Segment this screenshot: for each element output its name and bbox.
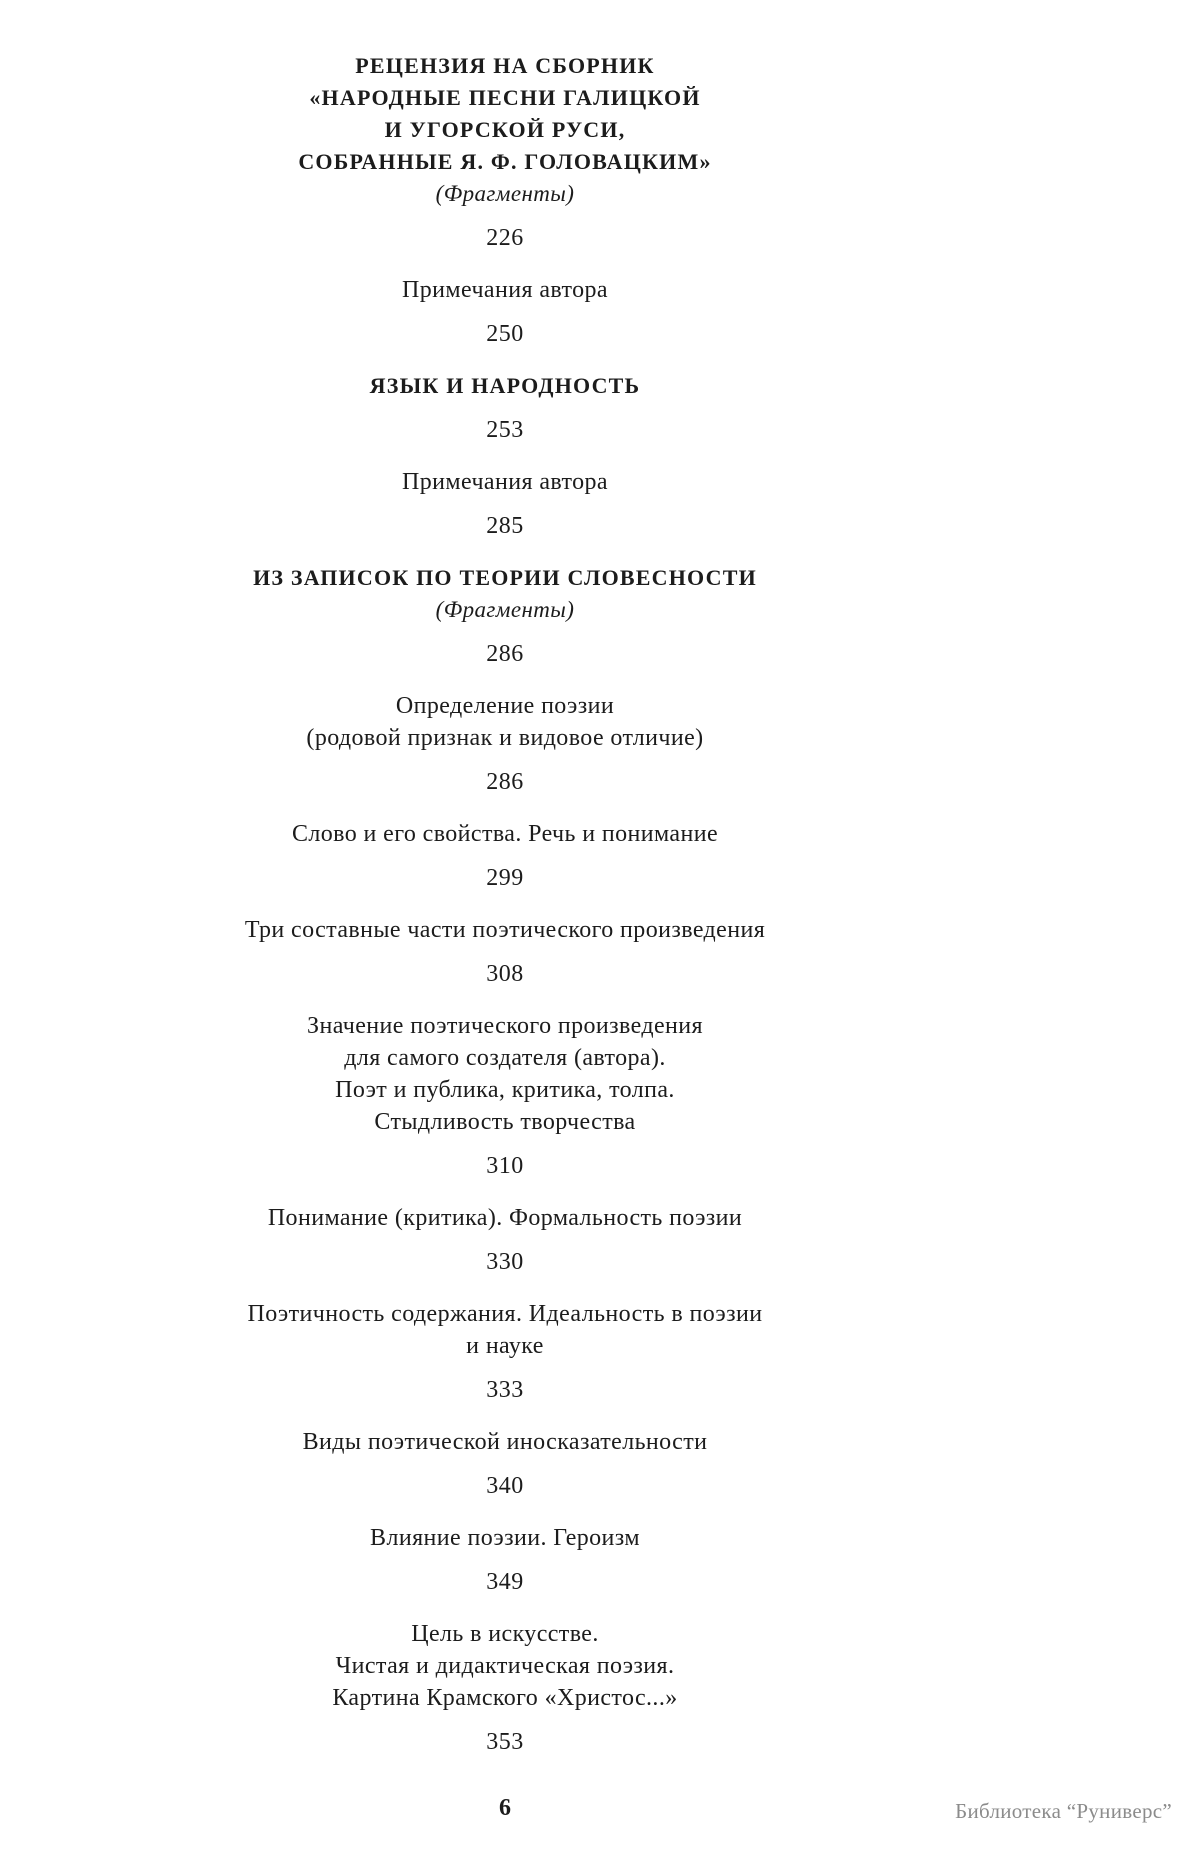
toc-entry-page-number: 353 bbox=[486, 1729, 524, 1755]
toc-entry-page-number: 310 bbox=[486, 1153, 524, 1179]
toc-entry bbox=[0, 1618, 1010, 1758]
toc-title-line: (Фрагменты) bbox=[435, 181, 575, 206]
toc-entry-page-number: 299 bbox=[486, 865, 524, 891]
toc-entry bbox=[0, 1522, 1010, 1598]
toc-title-line: (Фрагменты) bbox=[435, 597, 575, 622]
toc-entry-page-number: 253 bbox=[486, 417, 524, 443]
toc-entry bbox=[0, 50, 1010, 254]
toc-entry-title bbox=[0, 50, 1010, 210]
toc-entry bbox=[0, 690, 1010, 798]
toc-title-line: Чистая и дидактическая поэзия. bbox=[335, 1653, 675, 1679]
toc-title-line: Поэтичность содержания. Идеальность в поэзии bbox=[247, 1301, 763, 1327]
toc-title-line: Определение поэзии bbox=[395, 693, 615, 719]
toc-entry bbox=[0, 914, 1010, 990]
toc-entry-title bbox=[0, 1202, 1010, 1234]
table-of-contents bbox=[0, 50, 1010, 1778]
toc-title-line: (родовой признак и видовое отличие) bbox=[306, 725, 704, 751]
toc-entry bbox=[0, 466, 1010, 542]
toc-title-line: Примечания автора bbox=[402, 277, 608, 303]
toc-entry-page-number: 340 bbox=[486, 1473, 524, 1499]
toc-entry bbox=[0, 1010, 1010, 1182]
toc-entry bbox=[0, 370, 1010, 446]
toc-entry-title bbox=[0, 562, 1010, 626]
toc-entry-title bbox=[0, 818, 1010, 850]
toc-entry-page-number: 285 bbox=[486, 513, 524, 539]
toc-title-line: Три составные части поэтического произведения bbox=[244, 917, 766, 943]
toc-entry-title bbox=[0, 1010, 1010, 1138]
toc-entry bbox=[0, 1426, 1010, 1502]
toc-entry-title bbox=[0, 1426, 1010, 1458]
toc-title-line: Слово и его свойства. Речь и понимание bbox=[291, 821, 719, 847]
toc-entry-page-number: 286 bbox=[486, 641, 524, 667]
toc-title-line: СОБРАННЫЕ Я. Ф. ГОЛОВАЦКИМ» bbox=[298, 149, 712, 174]
toc-entry bbox=[0, 274, 1010, 350]
toc-title-line: Значение поэтического произведения bbox=[307, 1013, 703, 1039]
toc-title-line: Цель в искусстве. bbox=[411, 1621, 599, 1647]
toc-entry-title bbox=[0, 914, 1010, 946]
toc-entry-page-number: 349 bbox=[486, 1569, 524, 1595]
toc-title-line: «НАРОДНЫЕ ПЕСНИ ГАЛИЦКОЙ bbox=[309, 85, 701, 110]
library-watermark: Библиотека “Руниверс” bbox=[955, 1799, 1172, 1823]
toc-title-line: Картина Крамского «Христос...» bbox=[332, 1685, 678, 1711]
toc-title-line: Влияние поэзии. Героизм bbox=[370, 1525, 640, 1551]
toc-entry-page-number: 250 bbox=[486, 321, 524, 347]
toc-entry-page-number: 226 bbox=[486, 225, 524, 251]
toc-entry bbox=[0, 562, 1010, 670]
toc-entry bbox=[0, 1202, 1010, 1278]
toc-entry-title bbox=[0, 1522, 1010, 1554]
toc-entry-title bbox=[0, 274, 1010, 306]
toc-title-line: Примечания автора bbox=[402, 469, 608, 495]
toc-entry-title bbox=[0, 1618, 1010, 1714]
folio-page-number: 6 bbox=[499, 1795, 511, 1821]
toc-title-line: для самого создателя (автора). bbox=[344, 1045, 666, 1071]
toc-entry-page-number: 333 bbox=[486, 1377, 524, 1403]
toc-title-line: РЕЦЕНЗИЯ НА СБОРНИК bbox=[355, 53, 655, 78]
toc-title-line: Виды поэтической иносказательности bbox=[302, 1429, 708, 1455]
toc-entry-page-number: 308 bbox=[486, 961, 524, 987]
toc-entry bbox=[0, 818, 1010, 894]
toc-entry-title bbox=[0, 370, 1010, 402]
toc-title-line: Стыдливость творчества bbox=[374, 1109, 636, 1135]
toc-entry-title bbox=[0, 690, 1010, 754]
toc-entry-page-number: 330 bbox=[486, 1249, 524, 1275]
toc-title-line: ИЗ ЗАПИСОК ПО ТЕОРИИ СЛОВЕСНОСТИ bbox=[253, 565, 757, 590]
toc-entry-title bbox=[0, 466, 1010, 498]
toc-title-line: Понимание (критика). Формальность поэзии bbox=[267, 1205, 743, 1231]
toc-entry-page-number: 286 bbox=[486, 769, 524, 795]
toc-entry bbox=[0, 1298, 1010, 1406]
toc-title-line: И УГОРСКОЙ РУСИ, bbox=[384, 117, 626, 142]
toc-entry-title bbox=[0, 1298, 1010, 1362]
toc-title-line: Поэт и публика, критика, толпа. bbox=[335, 1077, 675, 1103]
toc-title-line: ЯЗЫК И НАРОДНОСТЬ bbox=[369, 373, 641, 398]
toc-title-line: и науке bbox=[466, 1333, 544, 1359]
